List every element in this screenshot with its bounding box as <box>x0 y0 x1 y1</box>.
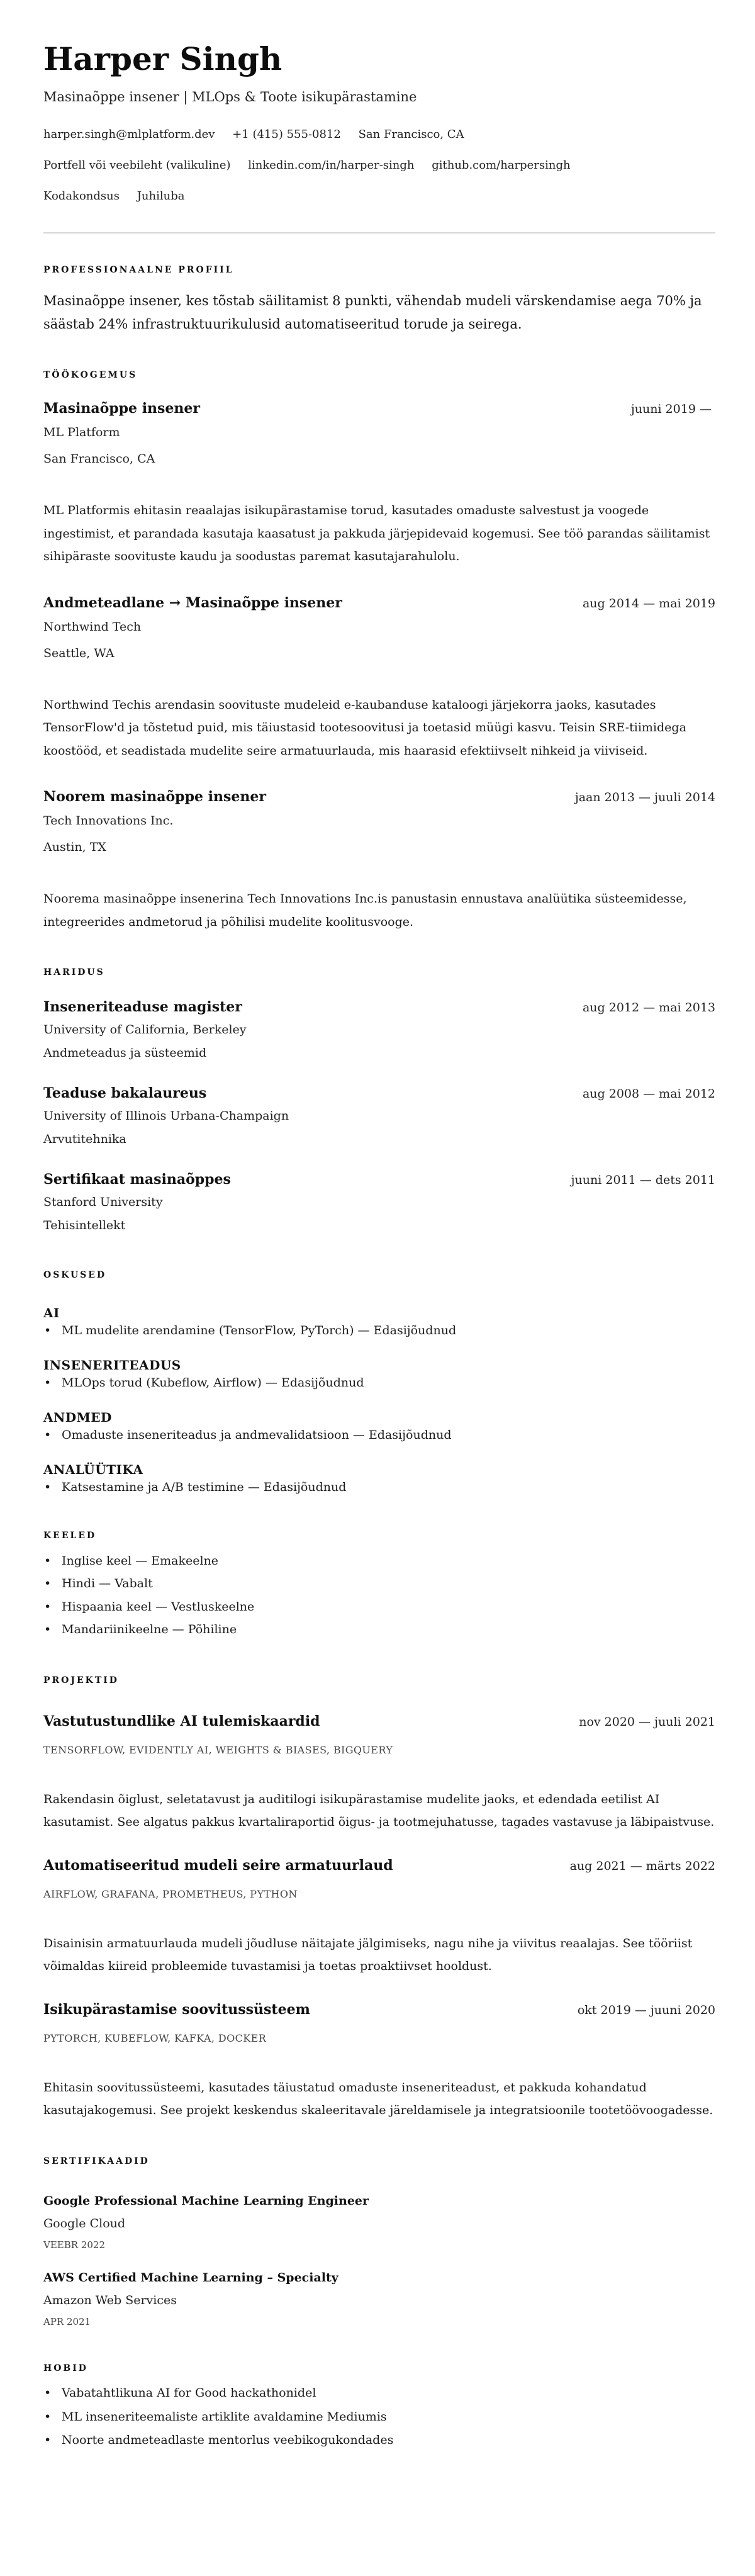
job-description: Northwind Techis arendasin soovituste mudeleid e-kaubanduse kataloogi järjekorra jaoks, kasutades TensorFlow'd ja tõstetud puid, mis täiustasid tootesoovitusi ja toetasid müügi kasvu. Teisin SRE-tiimidega koostööd, et seadistada mudelite seire armatuurlauda, mis haarasid efektiivselt nihkeid ja viiviseid. <box>43 697 686 758</box>
extra-info-line <box>43 181 715 211</box>
skill-category: INSENERITEADUS <box>43 1358 181 1373</box>
candidate-headline: Masinaõppe insener | MLOps & Toote isikupärastamine <box>43 89 417 104</box>
job-company: ML Platform <box>43 425 120 439</box>
language-item: • Inglise keel — Emakeelne <box>43 1550 715 1573</box>
project-dates: nov 2020 — juuli 2021 <box>579 1714 715 1729</box>
skill-list <box>43 1321 715 1340</box>
project-dates: okt 2019 — juuni 2020 <box>577 2003 715 2017</box>
field-of-study: Andmeteadus ja süsteemid <box>43 1046 207 1060</box>
project-title: Isikupärastamise soovitussüsteem <box>43 2001 310 2018</box>
job-entry <box>43 593 715 763</box>
job-company: Tech Innovations Inc. <box>43 814 174 828</box>
education-entry <box>43 998 715 1064</box>
hobby-list <box>43 2382 715 2453</box>
section-heading: PROFESSIONAALNE PROFIIL <box>43 265 234 275</box>
skill-list <box>43 1426 715 1444</box>
education-dates: juuni 2011 — dets 2011 <box>571 1173 715 1187</box>
languages-section <box>43 1529 715 1641</box>
certification-date: VEEBR 2022 <box>43 2239 105 2251</box>
education-dates: aug 2012 — mai 2013 <box>582 1001 715 1015</box>
project-description: Ehitasin soovitussüsteemi, kasutades täiustatud omaduste inseneriteadust, et pakkuda kohandatud kasutajakogemusi. See projekt keskendus skaleeritavale järeldamisele ja integratsioonile tootetöövoogadesse. <box>43 2080 713 2118</box>
project-tech-stack: AIRFLOW, GRAFANA, PROMETHEUS, PYTHON <box>43 1887 298 1900</box>
project-description: Rakendasin õiglust, seletatavust ja auditilogi isikupärastamise mudelite jaoks, et edendada eetilist AI kasutamist. See algatus pakkus kvartaliraportid õigus- ja tootmejuhatusse, tagades vastavuse ja läbipaistvuse. <box>43 1792 715 1830</box>
education-section <box>43 966 715 1236</box>
section-heading: HOBID <box>43 2363 88 2373</box>
profile-summary: Masinaõppe insener, kes tõstab säilitamist 8 punkti, vähendab mudeli värskendamise aega 70% ja säästab 24% infrastruktuurikulusid automatiseeritud torude ja seirega. <box>43 293 702 332</box>
field-of-study: Arvutitehnika <box>43 1132 126 1146</box>
email-link[interactable]: harper.singh@mlplatform.dev <box>43 128 215 141</box>
hobby-item: • Noorte andmeteadlaste mentorlus veebikogukondades <box>43 2429 715 2453</box>
job-dates: jaan 2013 — juuli 2014 <box>574 790 715 804</box>
job-title: Andmeteadlane → Masinaõppe insener <box>43 594 342 611</box>
education-entry <box>43 1170 715 1236</box>
certification-issuer: Amazon Web Services <box>43 2293 177 2307</box>
job-location: San Francisco, CA <box>43 452 155 466</box>
job-entry <box>43 399 715 568</box>
language-item: • Hindi — Vabalt <box>43 1572 715 1595</box>
project-title: Automatiseeritud mudeli seire armatuurlaud <box>43 1857 393 1874</box>
job-title: Masinaõppe insener <box>43 400 201 417</box>
resume-header <box>43 40 715 211</box>
experience-section <box>43 369 715 933</box>
hobbies-section <box>43 2362 715 2453</box>
section-heading: HARIDUS <box>43 967 105 977</box>
phone-number[interactable]: +1 (415) 555-0812 <box>232 128 341 141</box>
certification-title: AWS Certified Machine Learning – Specialty <box>43 2270 338 2285</box>
skill-item: • ML mudelite arendamine (TensorFlow, PyTorch) — Edasijõudnud <box>43 1321 715 1340</box>
job-dates: juuni 2019 — <box>630 402 715 416</box>
skill-item: • Omaduste inseneriteadus ja andmevalidatsioon — Edasijõudnud <box>43 1426 715 1444</box>
project-entry <box>43 1712 715 1834</box>
drivers-license: Juhiluba <box>137 189 185 203</box>
candidate-name: Harper Singh <box>43 40 282 77</box>
section-heading: KEELED <box>43 1531 97 1541</box>
skills-section <box>43 1269 715 1497</box>
skill-category: ANALÜÜTIKA <box>43 1462 143 1477</box>
project-entry <box>43 1856 715 1978</box>
project-title: Vastutustundlike AI tulemiskaardid <box>43 1713 320 1730</box>
skill-list <box>43 1373 715 1392</box>
job-title: Noorem masinaõppe insener <box>43 789 266 805</box>
github-link[interactable]: github.com/harpersingh <box>432 159 571 172</box>
language-list <box>43 1550 715 1641</box>
certification-entry <box>43 2269 715 2329</box>
field-of-study: Tehisintellekt <box>43 1218 126 1232</box>
certification-title: Google Professional Machine Learning Engineer <box>43 2193 369 2208</box>
project-tech-stack: TENSORFLOW, EVIDENTLY AI, WEIGHTS & BIASES, BIGQUERY <box>43 1743 393 1756</box>
job-description: ML Platformis ehitasin reaalajas isikupärastamise torud, kasutades omaduste salvestust ja voogede ingestimist, et parandada kasutaja kaasatust ja pakkuda järjepidevaid kogemusi. See töö parandas säilitamist sihipäraste soovituste kaudu ja soodustas paremat kasutajarahulolu. <box>43 503 710 563</box>
hobby-item: • ML inseneriteemaliste artiklite avaldamine Mediumis <box>43 2405 715 2429</box>
certification-entry <box>43 2192 715 2253</box>
skill-item: • Katsestamine ja A/B testimine — Edasijõudnud <box>43 1478 715 1497</box>
section-heading: OSKUSED <box>43 1270 107 1280</box>
skill-item: • MLOps torud (Kubeflow, Airflow) — Edasijõudnud <box>43 1373 715 1392</box>
skill-list <box>43 1478 715 1497</box>
resume-page <box>0 40 755 2453</box>
language-item: • Mandariinikeelne — Põhiline <box>43 1618 715 1641</box>
degree: Sertifikaat masinaõppes <box>43 1171 231 1188</box>
project-entry <box>43 2000 715 2122</box>
job-dates: aug 2014 — mai 2019 <box>582 596 715 610</box>
skill-category: AI <box>43 1305 60 1320</box>
certifications-section <box>43 2155 715 2329</box>
education-entry <box>43 1084 715 1150</box>
degree: Inseneriteaduse magister <box>43 999 242 1015</box>
job-company: Northwind Tech <box>43 619 142 634</box>
language-item: • Hispaania keel — Vestluskeelne <box>43 1595 715 1619</box>
contact-line <box>43 119 715 150</box>
portfolio-link[interactable]: Portfell või veebileht (valikuline) <box>43 159 231 172</box>
job-location: Seattle, WA <box>43 646 115 660</box>
education-dates: aug 2008 — mai 2012 <box>582 1087 715 1101</box>
hobby-item: • Vabatahtlikuna AI for Good hackathonidel <box>43 2382 715 2405</box>
certification-date: APR 2021 <box>43 2315 91 2327</box>
school: Stanford University <box>43 1195 163 1209</box>
project-description: Disainisin armatuurlauda mudeli jõudluse näitajate jälgimiseks, nagu nihe ja viivitus reaalajas. See tööriist võimaldas kiireid probleemide tuvastamisi ja toetas proaktiivset hooldust. <box>43 1936 693 1974</box>
skill-category: ANDMED <box>43 1410 112 1425</box>
job-location: Austin, TX <box>43 840 106 854</box>
citizenship: Kodakondsus <box>43 189 120 203</box>
location: San Francisco, CA <box>358 128 464 141</box>
certification-issuer: Google Cloud <box>43 2216 126 2230</box>
profile-section <box>43 264 715 336</box>
projects-section <box>43 1674 715 2122</box>
project-tech-stack: PYTORCH, KUBEFLOW, KAFKA, DOCKER <box>43 2032 267 2044</box>
section-heading: TÖÖKOGEMUS <box>43 370 138 380</box>
links-line <box>43 150 715 181</box>
degree: Teaduse bakalaureus <box>43 1085 207 1101</box>
section-heading: PROJEKTID <box>43 1675 119 1685</box>
job-entry <box>43 787 715 933</box>
job-description: Noorema masinaõppe insenerina Tech Innovations Inc.is panustasin ennustava analüütika süsteemidesse, integreerides andmetorud ja põhilisi mudelite koolitusvooge. <box>43 892 687 929</box>
school: University of Illinois Urbana-Champaign <box>43 1109 289 1123</box>
school: University of California, Berkeley <box>43 1023 247 1037</box>
linkedin-link[interactable]: linkedin.com/in/harper-singh <box>248 159 415 172</box>
project-dates: aug 2021 — märts 2022 <box>569 1859 715 1873</box>
header-divider <box>43 232 715 233</box>
section-heading: SERTIFIKAADID <box>43 2156 150 2166</box>
